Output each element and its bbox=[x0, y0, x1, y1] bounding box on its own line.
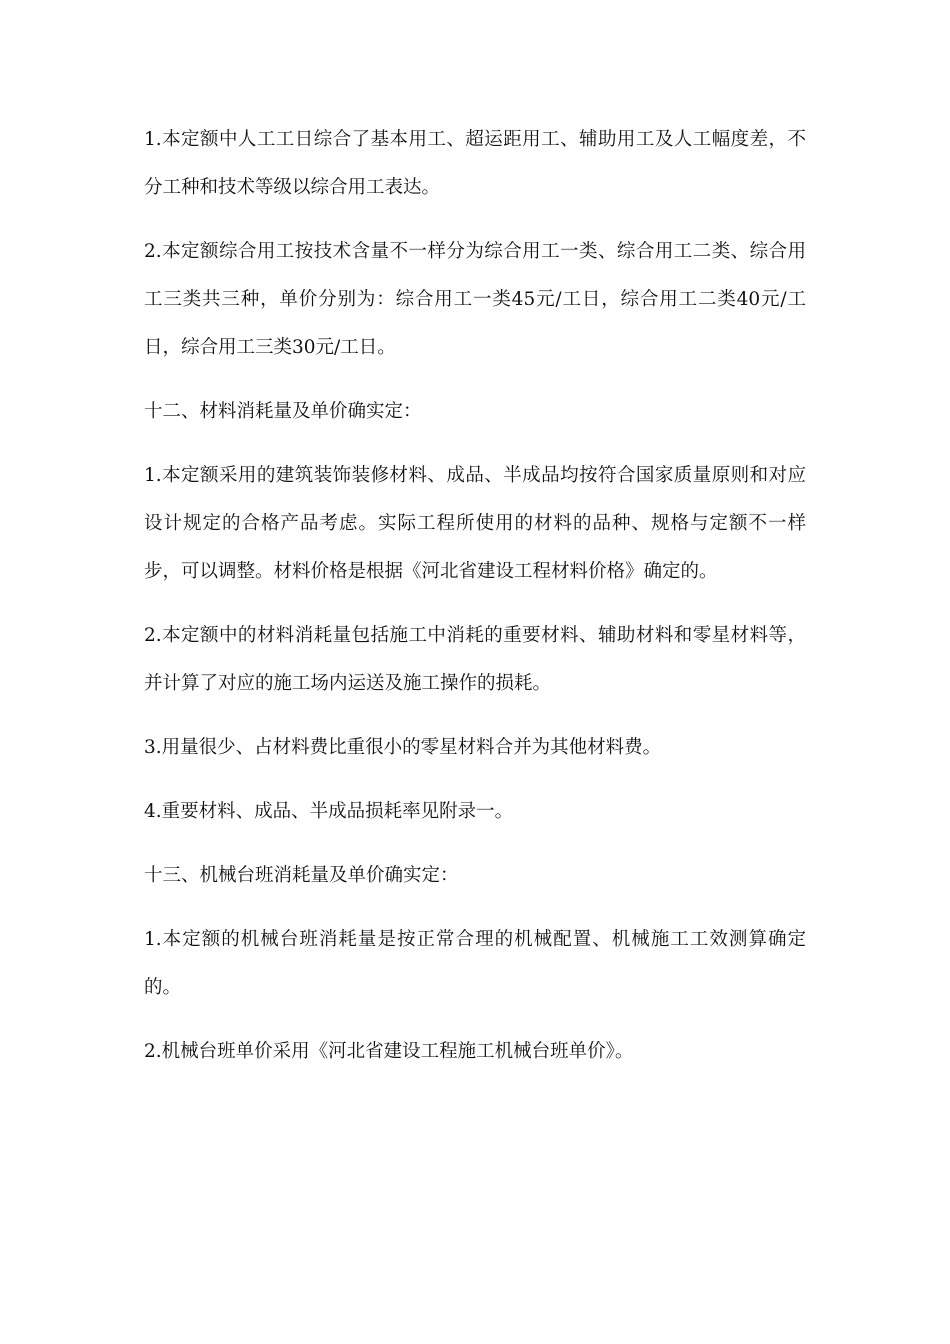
paragraph-materials-consumption: 2.本定额中的材料消耗量包括施工中消耗的重要材料、辅助材料和零星材料等，并计算了对应的施工场内运送及施工操作的损耗。 bbox=[144, 625, 806, 694]
paragraph-machinery-price: 2.机械台班单价采用《河北省建设工程施工机械台班单价》。 bbox=[144, 1041, 634, 1062]
paragraph-labor-classes: 2.本定额综合用工按技术含量不一样分为综合用工一类、综合用工二类、综合用工三类共三种，单价分别为：综合用工一类45元/工日，综合用工二类40元/工日，综合用工三类30元/工日。 bbox=[144, 241, 806, 358]
paragraph-labor-composition: 1.本定额中人工工日综合了基本用工、超运距用工、辅助用工及人工幅度差，不分工种和技术等级以综合用工表达。 bbox=[144, 129, 806, 198]
heading-section-13: 十三、机械台班消耗量及单价确实定： bbox=[144, 865, 459, 886]
document-body bbox=[144, 116, 806, 1092]
paragraph-loss-rate: 4.重要材料、成品、半成品损耗率见附录一。 bbox=[144, 801, 514, 822]
paragraph-machinery-consumption: 1.本定额的机械台班消耗量是按正常合理的机械配置、机械施工工效测算确定的。 bbox=[144, 929, 806, 998]
paragraph-minor-materials: 3.用量很少、占材料费比重很小的零星材料合并为其他材料费。 bbox=[144, 737, 662, 758]
paragraph-materials-quality: 1.本定额采用的建筑装饰装修材料、成品、半成品均按符合国家质量原则和对应设计规定的合格产品考虑。实际工程所使用的材料的品种、规格与定额不一样步，可以调整。材料价格是根据《河北省建设工程材料价格》确定的。 bbox=[144, 465, 806, 582]
heading-section-12: 十二、材料消耗量及单价确实定： bbox=[144, 401, 422, 422]
